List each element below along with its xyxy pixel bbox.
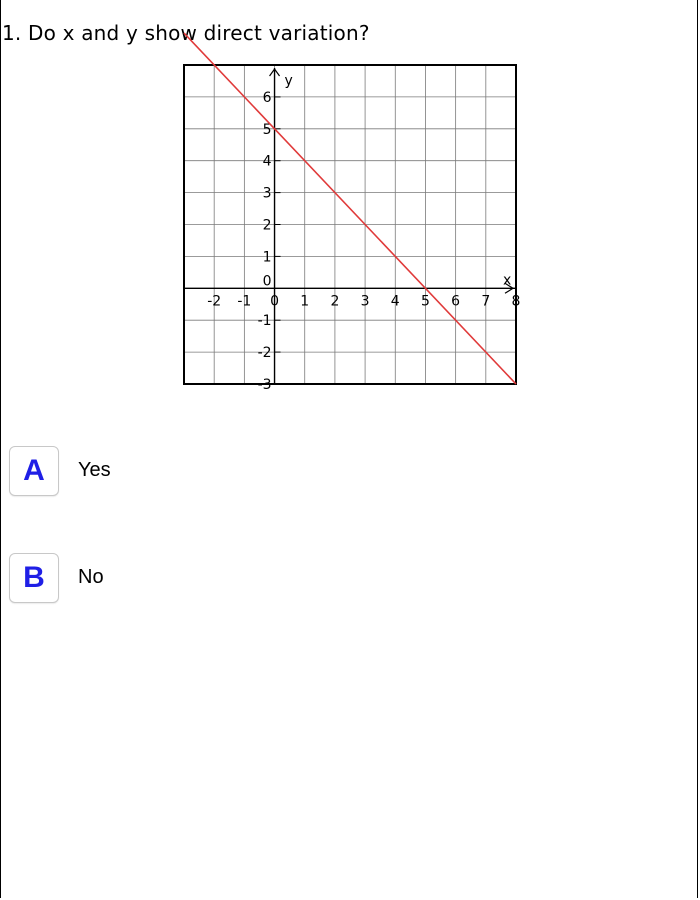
x-tick-label: 7 — [481, 293, 491, 310]
x-tick-label: -2 — [207, 293, 222, 310]
y-tick-label: -1 — [257, 313, 272, 330]
x-tick-label: 2 — [330, 293, 340, 310]
x-axis-label: x — [503, 272, 512, 289]
y-axis-label: y — [284, 73, 293, 89]
y-tick-label: 4 — [262, 153, 272, 170]
x-tick-label: 4 — [390, 293, 400, 310]
y-tick-label: 3 — [262, 185, 272, 202]
choice-a-label: Yes — [78, 459, 111, 481]
answer-choice-a[interactable] — [9, 446, 699, 498]
y-tick-label: 1 — [262, 249, 272, 266]
choice-b-button[interactable]: B — [9, 553, 59, 603]
x-tick-label: 8 — [511, 293, 521, 310]
y-tick-label: 5 — [262, 121, 272, 138]
x-tick-label: -1 — [237, 293, 252, 310]
x-tick-label: 5 — [420, 293, 430, 310]
choice-a-button[interactable]: A — [9, 446, 59, 496]
question-text: 1. Do x and y show direct variation? — [2, 21, 370, 45]
y-tick-label: -2 — [257, 345, 272, 362]
choice-b-label: No — [78, 566, 104, 588]
y-tick-label: 2 — [262, 217, 272, 234]
x-tick-label: 0 — [270, 293, 280, 310]
answer-choice-b[interactable] — [9, 553, 699, 605]
y-tick-label: 6 — [262, 89, 272, 106]
x-tick-label: 6 — [451, 293, 461, 310]
x-tick-label: 1 — [300, 293, 310, 310]
data-line — [184, 33, 516, 384]
x-tick-label: 3 — [360, 293, 370, 310]
coordinate-graph — [183, 64, 521, 393]
y-tick-label: -3 — [257, 377, 272, 393]
y-tick-label: 0 — [262, 273, 272, 290]
